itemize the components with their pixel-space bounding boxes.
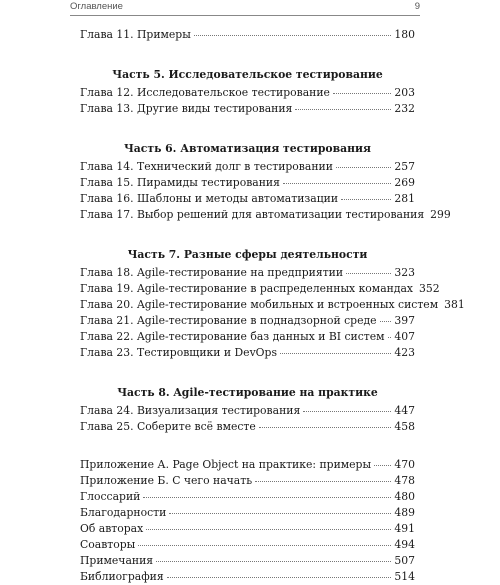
dot-leader xyxy=(346,272,391,274)
toc-entry-page: 494 xyxy=(394,538,415,551)
toc-entry[interactable] xyxy=(80,345,415,361)
toc-entry[interactable] xyxy=(80,505,415,521)
part-heading: Часть 8. Agile-тестирование на практике xyxy=(117,386,378,399)
toc-entry-label: Глава 20. Agile-тестирование мобильных и встроенных систем xyxy=(80,298,439,311)
part-heading: Часть 6. Автоматизация тестирования xyxy=(123,142,372,155)
toc-entry[interactable] xyxy=(80,313,415,329)
running-header xyxy=(70,0,420,16)
dot-leader xyxy=(341,198,391,200)
toc-entry-page: 352 xyxy=(419,282,440,295)
toc-entry[interactable] xyxy=(80,569,415,585)
section-gap xyxy=(80,223,415,241)
toc-entry[interactable] xyxy=(80,473,415,489)
toc-entry-label: Глава 21. Agile-тестирование в поднадзорной среде xyxy=(80,314,377,327)
toc-entry[interactable] xyxy=(80,191,415,207)
toc-entry[interactable] xyxy=(80,207,451,223)
part-heading: Часть 5. Исследовательское тестирование xyxy=(112,68,383,81)
toc-entry-page: 232 xyxy=(394,102,415,115)
toc-entry[interactable] xyxy=(80,27,415,43)
toc-entry-label: Примечания xyxy=(80,554,154,567)
toc-entry[interactable] xyxy=(80,553,415,569)
toc-entry-label: Благодарности xyxy=(80,506,167,519)
toc-entry-page: 507 xyxy=(394,554,415,567)
toc-entry-label: Глава 17. Выбор решений для автоматизации тестирования xyxy=(80,208,425,221)
toc-entry-page: 478 xyxy=(394,474,415,487)
toc-entry-page: 458 xyxy=(394,420,415,433)
toc-entry-label: Глава 22. Agile-тестирование баз данных и BI систем xyxy=(80,330,385,343)
dot-leader xyxy=(194,34,392,36)
dot-leader xyxy=(167,576,392,578)
toc-entry[interactable] xyxy=(80,85,415,101)
toc-entry[interactable] xyxy=(80,297,465,313)
toc-entry-page: 423 xyxy=(394,346,415,359)
toc-entry[interactable] xyxy=(80,329,415,345)
toc-entry[interactable] xyxy=(80,101,415,117)
part-heading: Часть 7. Разные сферы деятельности xyxy=(127,248,368,261)
toc-entry-page: 407 xyxy=(394,330,415,343)
dot-leader xyxy=(138,544,391,546)
page-number: 9 xyxy=(414,1,420,12)
dot-leader xyxy=(280,352,391,354)
dot-leader xyxy=(169,512,391,514)
dot-leader xyxy=(283,182,391,184)
section-gap xyxy=(80,43,415,61)
dot-leader xyxy=(388,336,392,338)
toc-entry-page: 470 xyxy=(394,458,415,471)
toc-entry[interactable] xyxy=(80,175,415,191)
dot-leader xyxy=(156,560,391,562)
toc-entry-label: Приложение А. Page Object на практике: примеры xyxy=(80,458,372,471)
toc-entry[interactable] xyxy=(80,457,415,473)
toc-entry-page: 203 xyxy=(394,86,415,99)
toc-entry-label: Об авторах xyxy=(80,522,144,535)
running-header-title: Оглавление xyxy=(70,1,123,12)
toc-entry[interactable] xyxy=(80,489,415,505)
dot-leader xyxy=(295,108,391,110)
toc-entry-label: Глава 19. Agile-тестирование в распределенных командах xyxy=(80,282,414,295)
toc-entry-label: Глава 25. Соберите всё вместе xyxy=(80,420,256,433)
toc-entry-page: 514 xyxy=(394,570,415,583)
dot-leader xyxy=(333,92,391,94)
dot-leader xyxy=(374,464,391,466)
toc-entry-page: 299 xyxy=(430,208,451,221)
toc-entry-page: 397 xyxy=(394,314,415,327)
dot-leader xyxy=(255,480,391,482)
toc-entry-page: 491 xyxy=(394,522,415,535)
dot-leader xyxy=(146,528,391,530)
dot-leader xyxy=(143,496,391,498)
toc-entry-label: Глава 18. Agile-тестирование на предприятии xyxy=(80,266,344,279)
toc-entry-label: Глава 16. Шаблоны и методы автоматизации xyxy=(80,192,339,205)
dot-leader xyxy=(336,166,391,168)
toc-entry-label: Приложение Б. С чего начать xyxy=(80,474,253,487)
section-gap xyxy=(80,361,415,379)
toc-entry[interactable] xyxy=(80,537,415,553)
toc-entry-page: 489 xyxy=(394,506,415,519)
section-gap xyxy=(80,435,415,457)
toc-entry-page: 447 xyxy=(394,404,415,417)
toc-entry-page: 269 xyxy=(394,176,415,189)
toc-entry-page: 180 xyxy=(394,28,415,41)
toc-entry-page: 281 xyxy=(394,192,415,205)
toc-entry[interactable] xyxy=(80,265,415,281)
toc-entry-label: Глава 23. Тестировщики и DevOps xyxy=(80,346,277,359)
toc-entry-label: Глава 15. Пирамиды тестирования xyxy=(80,176,280,189)
dot-leader xyxy=(303,410,391,412)
toc-entry-label: Соавторы xyxy=(80,538,136,551)
toc-entry[interactable] xyxy=(80,159,415,175)
toc-entry[interactable] xyxy=(80,403,415,419)
toc-entry-page: 257 xyxy=(394,160,415,173)
toc-entry-label: Глава 14. Технический долг в тестировании xyxy=(80,160,333,173)
toc-entry-page: 480 xyxy=(394,490,415,503)
section-gap xyxy=(80,117,415,135)
toc-entry-page: 323 xyxy=(394,266,415,279)
toc-entry[interactable] xyxy=(80,521,415,537)
table-of-contents xyxy=(80,27,465,585)
toc-entry-label: Глава 12. Исследовательское тестирование xyxy=(80,86,330,99)
toc-entry-page: 381 xyxy=(444,298,465,311)
toc-entry[interactable] xyxy=(80,281,440,297)
toc-entry-label: Глава 24. Визуализация тестирования xyxy=(80,404,301,417)
toc-entry-label: Глава 11. Примеры xyxy=(80,28,191,41)
toc-entry-label: Глава 13. Другие виды тестирования xyxy=(80,102,293,115)
toc-entry-label: Библиография xyxy=(80,570,164,583)
dot-leader xyxy=(259,426,392,428)
dot-leader xyxy=(380,320,392,322)
toc-entry-label: Глоссарий xyxy=(80,490,141,503)
toc-entry[interactable] xyxy=(80,419,415,435)
